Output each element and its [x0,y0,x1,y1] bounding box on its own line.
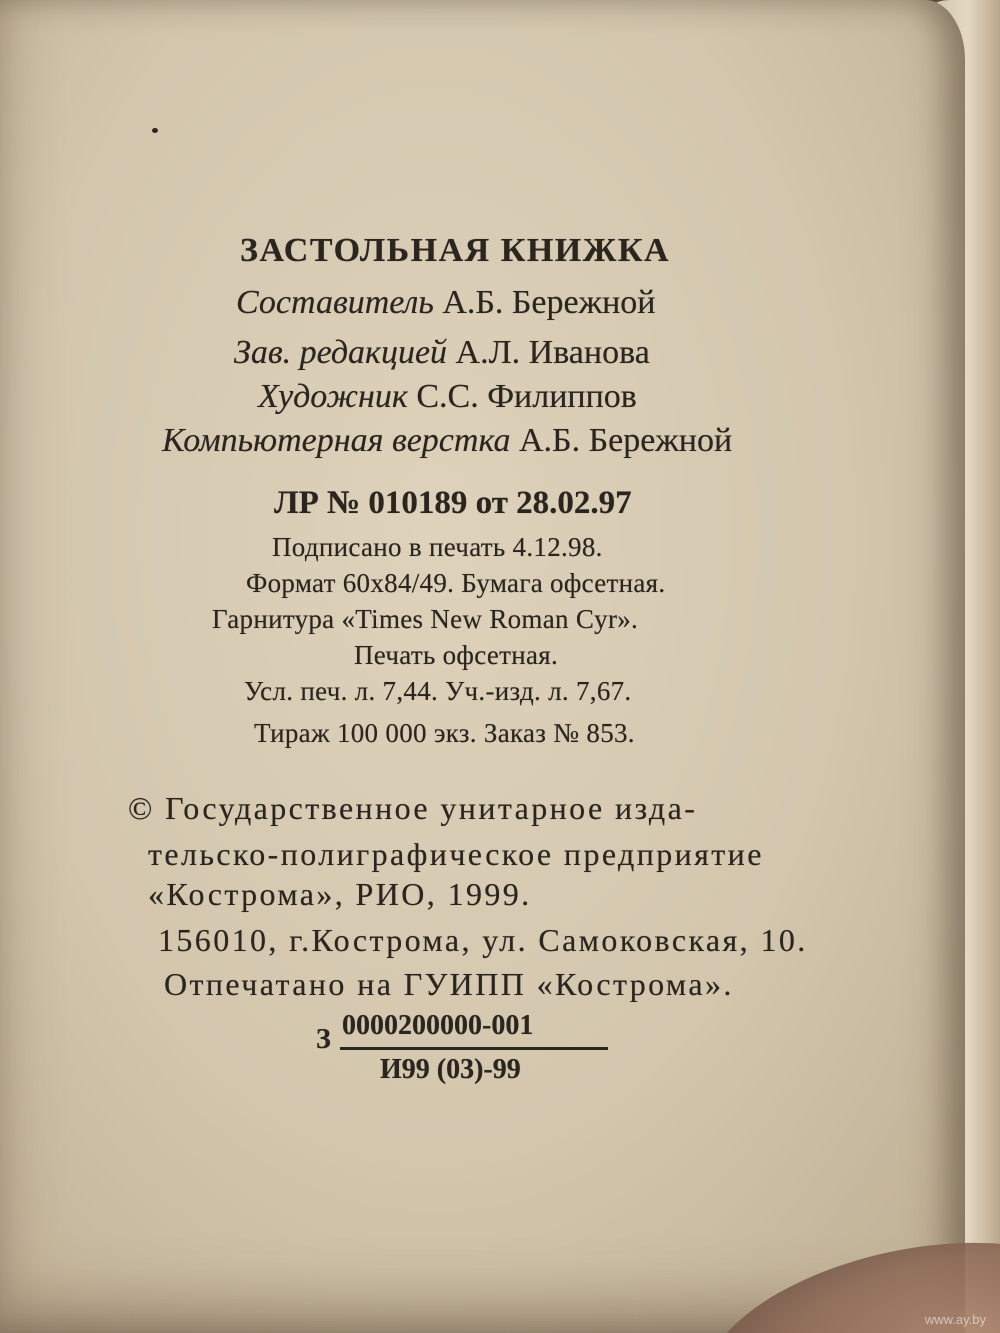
credit-name: А.Л. Иванова [455,334,650,371]
credit-artist [258,378,637,416]
credit-name: А.Б. Бережной [519,422,733,459]
credit-compiler [236,284,656,322]
book-title: ЗАСТОЛЬНАЯ КНИЖКА [240,232,671,269]
watermark: www.ay.by [924,1312,986,1327]
printed-by: Отпечатано на ГУИПП «Кострома». [164,966,734,1002]
spec-format: Формат 60х84/49. Бумага офсетная. [246,568,666,598]
credit-role: Художник [258,378,408,415]
credit-layout [162,422,732,460]
code-numerator: 0000200000-001 [342,1010,534,1041]
publisher-line-2: тельско-полиграфическое предприятие [148,836,764,872]
spec-signed: Подписано в печать 4.12.98. [272,532,603,562]
ink-dot [152,128,158,133]
spec-print-run: Тираж 100 000 экз. Заказ № 853. [254,718,635,748]
credit-role: Составитель [236,284,434,321]
publisher-address: 156010, г.Кострома, ул. Самоковская, 10. [158,922,808,958]
code-prefix: З [316,1024,331,1055]
spec-sheets: Усл. печ. л. 7,44. Уч.-изд. л. 7,67. [244,676,632,706]
spec-typeface: Гарнитура «Times New Roman Cyr». [212,604,639,634]
fraction-rule [340,1047,608,1050]
spec-printing: Печать офсетная. [354,640,559,670]
credit-name: С.С. Филиппов [416,378,637,415]
credit-role: Компьютерная верстка [162,422,511,459]
credit-editor [234,334,650,372]
credit-role: Зав. редакцией [234,334,448,371]
code-denominator: И99 (03)-99 [380,1054,521,1085]
publisher-line-1: © Государственное унитарное изда- [128,790,698,826]
credit-name: А.Б. Бережной [442,284,656,321]
publisher-line-3: «Кострома», РИО, 1999. [148,876,532,912]
license-number: ЛР № 010189 от 28.02.97 [274,485,632,521]
